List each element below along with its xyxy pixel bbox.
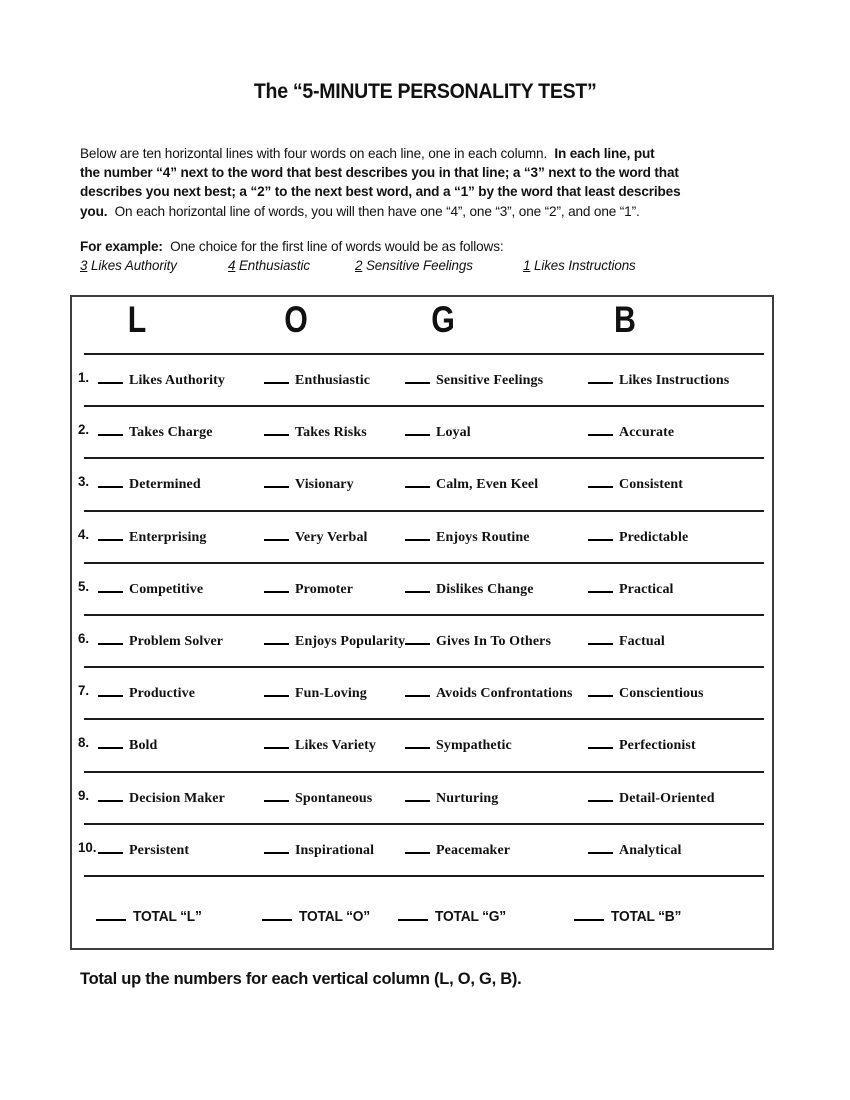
example-score: 1 — [523, 258, 531, 273]
trait-word: Very Verbal — [295, 529, 368, 545]
trait-word: Promoter — [295, 581, 354, 597]
score-blank[interactable] — [98, 733, 123, 749]
trait-word: Gives In To Others — [436, 633, 551, 649]
row-number: 1. — [78, 369, 90, 385]
trait-cell — [588, 629, 665, 650]
score-blank[interactable] — [264, 629, 289, 645]
total-blank[interactable] — [398, 905, 428, 921]
trait-cell — [98, 733, 157, 754]
score-blank[interactable] — [405, 838, 430, 854]
test-row-8 — [72, 718, 772, 770]
trait-cell — [588, 420, 674, 441]
trait-word: Predictable — [619, 529, 689, 545]
trait-cell — [264, 838, 374, 859]
score-blank[interactable] — [405, 681, 430, 697]
row-number: 2. — [78, 421, 90, 438]
trait-word: Dislikes Change — [436, 581, 534, 597]
score-blank[interactable] — [588, 629, 613, 645]
total-label: TOTAL “L” — [133, 908, 202, 925]
intro-text-segment: In each line, put — [554, 146, 655, 161]
trait-word: Enjoys Routine — [436, 529, 530, 545]
total-label: TOTAL “O” — [299, 908, 370, 925]
score-blank[interactable] — [98, 786, 123, 802]
score-blank[interactable] — [98, 368, 123, 384]
total-blank[interactable] — [262, 905, 292, 921]
test-row-1 — [72, 353, 772, 405]
total-cell — [398, 905, 510, 925]
trait-word: Spontaneous — [295, 790, 373, 806]
total-label: TOTAL “B” — [611, 908, 682, 925]
score-blank[interactable] — [405, 525, 430, 541]
row-number: 10. — [78, 838, 97, 855]
test-row-3 — [72, 457, 772, 509]
trait-word: Enterprising — [129, 529, 207, 545]
score-blank[interactable] — [264, 733, 289, 749]
total-blank[interactable] — [96, 905, 126, 921]
total-row — [72, 875, 772, 952]
trait-cell — [264, 472, 354, 493]
total-cell — [96, 905, 205, 925]
trait-word: Determined — [129, 477, 201, 493]
trait-word: Sensitive Feelings — [436, 373, 544, 388]
score-blank[interactable] — [264, 525, 289, 541]
trait-word: Avoids Confrontations — [436, 686, 573, 702]
trait-cell — [405, 733, 512, 754]
trait-word: Loyal — [436, 425, 471, 441]
trait-cell — [405, 629, 551, 650]
example-item — [355, 258, 473, 273]
score-blank[interactable] — [588, 420, 613, 436]
trait-cell — [588, 472, 683, 493]
total-cell — [574, 905, 685, 925]
trait-cell — [405, 786, 498, 807]
score-blank[interactable] — [264, 472, 289, 488]
trait-cell — [98, 838, 189, 859]
score-blank[interactable] — [405, 420, 430, 436]
trait-cell — [588, 577, 674, 598]
row-number: 3. — [78, 473, 90, 490]
score-blank[interactable] — [98, 577, 123, 593]
trait-cell — [264, 525, 368, 546]
column-letters-header — [72, 297, 772, 353]
page-title-text: The “5-MINUTE PERSONALITY TEST” — [253, 80, 597, 103]
column-letter-B: B — [614, 299, 636, 340]
score-blank[interactable] — [405, 629, 430, 645]
trait-word: Sympathetic — [436, 738, 512, 754]
row-number: 8. — [78, 734, 90, 751]
score-blank[interactable] — [98, 629, 123, 645]
trait-cell — [405, 838, 510, 859]
column-letter-O: O — [284, 299, 308, 340]
trait-cell — [405, 472, 538, 493]
trait-cell — [264, 681, 367, 702]
test-row-10 — [72, 823, 772, 875]
trait-cell — [264, 733, 376, 754]
score-blank[interactable] — [405, 368, 430, 384]
example-word: Likes Authority — [87, 258, 177, 273]
score-blank[interactable] — [405, 733, 430, 749]
example-line — [80, 258, 720, 276]
trait-word: Enthusiastic — [295, 373, 371, 388]
example-score: 2 — [355, 258, 363, 273]
score-blank[interactable] — [588, 733, 613, 749]
score-blank[interactable] — [588, 681, 613, 697]
score-blank[interactable] — [588, 368, 613, 384]
score-blank[interactable] — [405, 577, 430, 593]
example-word: Sensitive Feelings — [362, 258, 473, 273]
trait-word: Perfectionist — [619, 738, 696, 754]
score-blank[interactable] — [98, 420, 123, 436]
trait-cell — [588, 681, 704, 702]
example-intro-label: For example: — [80, 239, 163, 254]
row-number: 9. — [78, 786, 90, 803]
intro-text-segment: describes you next best; a “2” to the next best word, and a “1” by the word that least describes — [80, 184, 681, 200]
trait-word: Decision Maker — [129, 790, 225, 806]
score-blank[interactable] — [405, 786, 430, 802]
trait-cell — [98, 786, 225, 807]
trait-cell — [405, 525, 530, 546]
example-word: Likes Instructions — [530, 258, 636, 273]
trait-cell — [405, 577, 534, 598]
score-blank[interactable] — [588, 472, 613, 488]
footer-instruction: Total up the numbers for each vertical column (L, O, G, B). — [80, 970, 522, 988]
trait-word: Factual — [619, 633, 665, 649]
trait-word: Visionary — [295, 477, 354, 493]
page-title — [0, 80, 850, 104]
total-cell — [262, 905, 374, 925]
trait-word: Calm, Even Keel — [436, 477, 539, 493]
score-blank[interactable] — [264, 786, 289, 802]
score-blank[interactable] — [264, 577, 289, 593]
trait-cell — [588, 786, 715, 807]
trait-cell — [405, 681, 573, 702]
total-label: TOTAL “G” — [435, 908, 506, 925]
example-intro — [80, 239, 504, 254]
trait-cell — [588, 525, 688, 546]
trait-word: Nurturing — [436, 790, 499, 806]
test-row-6 — [72, 614, 772, 666]
example-score: 3 — [80, 258, 88, 273]
trait-cell — [264, 420, 367, 441]
score-blank[interactable] — [98, 681, 123, 697]
trait-cell — [98, 577, 203, 598]
trait-word: Takes Risks — [295, 425, 367, 441]
trait-cell — [264, 577, 353, 598]
score-blank[interactable] — [264, 681, 289, 697]
score-blank[interactable] — [98, 838, 123, 854]
trait-word: Detail-Oriented — [619, 790, 715, 806]
score-blank[interactable] — [588, 786, 613, 802]
score-blank[interactable] — [405, 472, 430, 488]
example-intro-text: One choice for the first line of words would be as follows: — [162, 239, 504, 254]
trait-word: Problem Solver — [129, 633, 224, 649]
trait-cell — [405, 368, 543, 389]
test-rows — [72, 353, 772, 875]
trait-word: Competitive — [129, 581, 204, 597]
trait-cell — [98, 472, 201, 493]
trait-word: Persistent — [129, 842, 190, 858]
example-word: Enthusiastic — [235, 258, 310, 273]
example-item — [80, 258, 177, 273]
trait-cell — [98, 525, 206, 546]
trait-cell — [588, 733, 696, 754]
score-blank[interactable] — [588, 525, 613, 541]
row-number: 7. — [78, 682, 90, 699]
score-blank[interactable] — [264, 420, 289, 436]
trait-word: Practical — [619, 581, 674, 597]
trait-word: Accurate — [619, 425, 675, 441]
intro-text-segment: the number “4” next to the word that best describes you in that line; a “3” next to the word that — [80, 165, 679, 181]
trait-word: Productive — [129, 686, 196, 702]
trait-word: Peacemaker — [436, 842, 511, 858]
trait-cell — [264, 629, 405, 650]
trait-word: Bold — [129, 738, 158, 754]
intro-paragraph — [80, 144, 786, 221]
column-letter-L: L — [127, 299, 147, 340]
score-blank[interactable] — [264, 368, 289, 384]
trait-cell — [98, 368, 225, 389]
intro-text-segment: you. — [80, 203, 108, 219]
column-letter-G: G — [431, 299, 455, 340]
trait-cell — [588, 838, 681, 859]
trait-cell — [98, 420, 213, 441]
row-number: 4. — [78, 525, 90, 542]
trait-word: Likes Authority — [129, 373, 226, 388]
score-blank[interactable] — [264, 838, 289, 854]
trait-word: Consistent — [619, 477, 684, 493]
trait-word: Likes Variety — [295, 738, 377, 754]
trait-word: Analytical — [619, 842, 682, 858]
test-row-4 — [72, 510, 772, 562]
test-row-7 — [72, 666, 772, 718]
score-blank[interactable] — [98, 472, 123, 488]
trait-word: Inspirational — [295, 842, 375, 858]
row-number: 6. — [78, 629, 90, 646]
personality-test-table — [70, 295, 774, 950]
trait-cell — [588, 368, 729, 389]
score-blank[interactable] — [588, 577, 613, 593]
intro-text-segment: On each horizontal line of words, you will then have one “4”, one “3”, one “2”, and one “1”. — [107, 203, 640, 219]
score-blank[interactable] — [588, 838, 613, 854]
trait-word: Enjoys Popularity — [295, 633, 406, 649]
trait-word: Takes Charge — [129, 425, 213, 441]
example-score: 4 — [228, 258, 236, 273]
intro-text-segment: Below are ten horizontal lines with four words on each line, one in each column. — [80, 146, 555, 161]
trait-cell — [264, 368, 370, 389]
trait-cell — [264, 786, 372, 807]
test-row-9 — [72, 771, 772, 823]
test-row-5 — [72, 562, 772, 614]
row-number: 5. — [78, 577, 90, 594]
example-item — [523, 258, 636, 273]
trait-word: Likes Instructions — [619, 373, 730, 388]
example-item — [228, 258, 310, 273]
test-row-2 — [72, 405, 772, 457]
total-blank[interactable] — [574, 905, 604, 921]
trait-word: Fun-Loving — [295, 686, 367, 702]
trait-word: Conscientious — [619, 686, 704, 702]
score-blank[interactable] — [98, 525, 123, 541]
trait-cell — [405, 420, 471, 441]
trait-cell — [98, 629, 223, 650]
trait-cell — [98, 681, 195, 702]
